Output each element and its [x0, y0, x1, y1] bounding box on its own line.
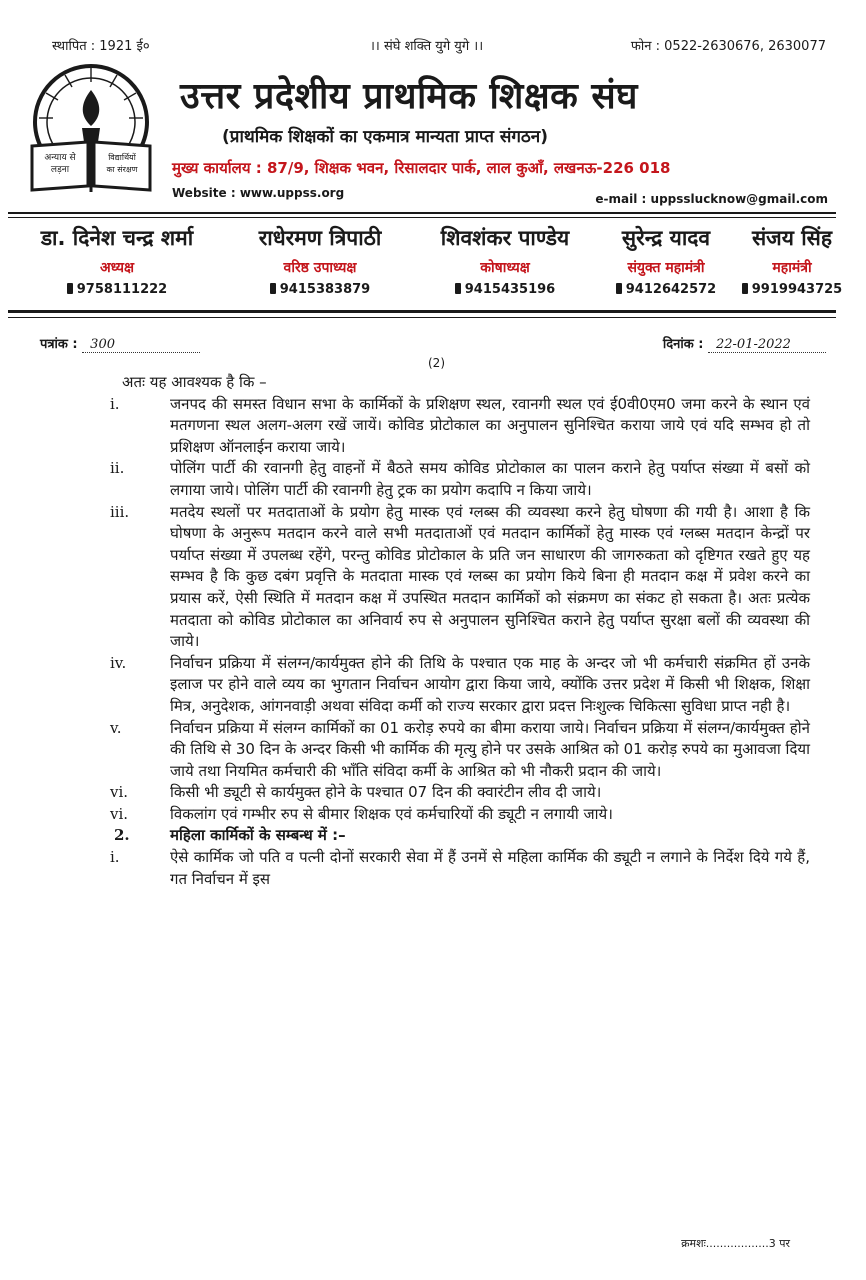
officer-president [10, 224, 224, 297]
letter-date: दिनांक : 22-01-2022 [663, 334, 826, 353]
logo-emblem-icon [22, 60, 160, 200]
officer-designation: संयुक्त महामंत्री [627, 260, 705, 276]
list-item: vi. किसी भी ड्यूटी से कार्यमुक्त होने के पश्चात 07 दिन की क्वारंटीन लीव दी जाये। [110, 783, 602, 802]
intro-line: अतः यह आवश्यक है कि – [122, 373, 267, 391]
list-item: i. ऐसे कार्मिक जो पति व पत्नी दोनों सरकारी सेवा में हैं उनमें से महिला कार्मिक की ड्यूटी न लगाने के निर्देश दिये गये हैं, गत निर्वाचन में इस [110, 848, 810, 888]
officer-name: डा. दिनेश चन्द्र शर्मा [40, 226, 194, 250]
list-item: vi. विकलांग एवं गम्भीर रुप से बीमार शिक्षक एवं कर्मचारियों की ड्यूटी न लगायी जाये। [110, 804, 613, 823]
letter-body [110, 372, 810, 890]
page-number: (2) [428, 356, 445, 370]
officer-designation: अध्यक्ष [99, 260, 135, 276]
mobile-phone-icon [742, 283, 748, 294]
officer-phone: 9919943725 [734, 282, 850, 297]
officer-phone: 9415383879 [226, 282, 414, 297]
mobile-phone-icon [270, 283, 276, 294]
officer-phone: 9412642572 [598, 282, 734, 297]
officer-name: संजय सिंह [751, 226, 833, 250]
officer-senior-vice-president [226, 224, 414, 297]
list-item: i. जनपद की समस्त विधान सभा के कार्मिकों के प्रशिक्षण स्थल, रवानगी स्थल एवं ई0वी0एम0 जमा करने के स्थान एवं मतगणना स्थल अलग-अलग रखें जायें। कोविड प्रोटोकाल का अनुपालन सुनिश्चित कराया जाये एवं यदि सम्भव हो तो प्रशिक्षण ऑनलाईन कराया जाये। [110, 394, 810, 456]
list-item: iv. निर्वाचन प्रक्रिया में संलग्न/कार्यमुक्त होने की तिथि के पश्चात एक माह के अन्दर जो भी कर्मचारी संक्रमित हों उनके इलाज पर होने वाले व्यय का भुगतान निर्वाचन आयोग द्वारा किया जाये, क्योंकि उत्तर प्रदेश में किसी भी शिक्षक, शिक्षा मित्र, अनुदेशक, आंगनवाड़ी अथवा संविदा कर्मी को राज्य सरकार द्वारा प्रदत्त निःशुल्क चिकित्सा सुविधा प्राप्त नही है। [110, 653, 810, 715]
officer-name: राधेरमण त्रिपाठी [258, 226, 382, 250]
officer-designation: महामंत्री [772, 260, 812, 276]
head-office-address: मुख्य कार्यालय : 87/9, शिक्षक भवन, रिसालदार पार्क, लाल कुआँ, लखनऊ-226 018 [172, 159, 671, 177]
svg-text:अन्याय से: अन्याय से [44, 153, 76, 163]
officer-designation: वरिष्ठ उपाध्यक्ष [283, 260, 357, 276]
organization-logo [22, 60, 160, 200]
officer-phone: 9415435196 [412, 282, 598, 297]
officers-divider-thin [8, 317, 836, 318]
list-item: v. निर्वाचन प्रक्रिया में संलग्न कार्मिकों का 01 करोड़ रुपये का बीमा कराया जाये। निर्वाचन प्रक्रिया में संलग्न/कार्यमुक्त होने की तिथि से 30 दिन के अन्दर किसी भी कार्मिक की मृत्यु होने पर उसके आश्रित को 01 करोड़ रुपये का मुआवजा दिया जाये तथा नियमित कर्मचारी की भाँति संविदा कर्मी के आश्रित को भी नौकरी प्रदान की जाये। [110, 718, 810, 780]
header-divider [8, 212, 836, 214]
website-link[interactable]: Website : www.uppss.org [172, 186, 345, 200]
svg-text:का संरक्षण: का संरक्षण [106, 165, 138, 174]
email-link[interactable]: e-mail : uppsslucknow@gmail.com [595, 192, 828, 206]
reference-row [40, 334, 826, 354]
established-year: स्थापित : 1921 ई० [52, 39, 150, 54]
date-value: 22-01-2022 [708, 337, 826, 353]
mobile-phone-icon [616, 283, 622, 294]
reference-number: पत्रांक : 300 [40, 334, 200, 353]
officers-divider [8, 310, 836, 313]
organization-subtitle: (प्राथमिक शिक्षकों का एकमात्र मान्यता प्राप्त संगठन) [222, 127, 549, 147]
organization-name: उत्तर प्रदेशीय प्राथमिक शिक्षक संघ [180, 76, 638, 117]
section-heading: 2. महिला कार्मिकों के सम्बन्ध में :– [114, 826, 346, 845]
reference-value: 300 [82, 337, 200, 353]
officer-general-secretary [734, 224, 850, 297]
svg-text:लड़ना: लड़ना [50, 165, 70, 175]
office-bearers [10, 224, 850, 304]
motto: ।। संघे शक्ति युगे युगे ।। [370, 39, 484, 54]
officer-joint-secretary [598, 224, 734, 297]
officer-phone: 9758111222 [10, 282, 224, 297]
mobile-phone-icon [67, 283, 73, 294]
header-divider-thin [8, 217, 836, 218]
letterhead-top-line [52, 36, 826, 56]
officer-name: शिवशंकर पाण्डेय [440, 226, 570, 250]
office-phone: फोन : 0522-2630676, 2630077 [630, 39, 826, 54]
continued-note: क्रमशः..................3 पर [681, 1237, 790, 1250]
officer-treasurer [412, 224, 598, 297]
list-item: iii. मतदेय स्थलों पर मतदाताओं के प्रयोग हेतु मास्क एवं ग्लब्स की व्यवस्था करने हेतु घोषणा की गयी है। आशा है कि घोषणा के अनुरूप मतदान करने वाले सभी मतदाताओं एवं मतदान कार्मिकों हेतु मास्क एवं ग्लब्स मतदान केन्द्रों पर पर्याप्त संख्या में उपलब्ध रहेंगे, परन्तु कोविड प्रोटोकाल के प्रति जन साधारण की जागरुकता को दृष्टिगत रखते हुए यह सम्भव है कि कुछ दबंग प्रवृत्ति के मतदाता मास्क एवं ग्लब्स का प्रयोग किये बिना ही मतदान कक्ष में प्रवेश करने का प्रयास करें, ऐसी स्थिति में मतदान कक्ष में उपस्थित मतदान कार्मिकों को संक्रमण का संकट हो सकता है। अतः प्रत्येक मतदाता को कोविड प्रोटोकाल का अनिवार्य रुप से अनुपालन सुनिश्चित कराने हेतु पर्याप्त सुरक्षा बलों की व्यवस्था की जाये। [110, 502, 810, 651]
list-item: ii. पोलिंग पार्टी की रवानगी हेतु वाहनों में बैठते समय कोविड प्रोटोकाल का पालन कराने हेतु पर्याप्त संख्या में बसों को लगाया जाये। पोलिंग पार्टी की रवानगी हेतु ट्रक का प्रयोग कदापि न किया जाये। [110, 459, 810, 499]
svg-text:विद्यार्थियों: विद्यार्थियों [108, 153, 136, 162]
officer-designation: कोषाध्यक्ष [480, 260, 530, 276]
mobile-phone-icon [455, 283, 461, 294]
officer-name: सुरेन्द्र यादव [621, 226, 711, 250]
